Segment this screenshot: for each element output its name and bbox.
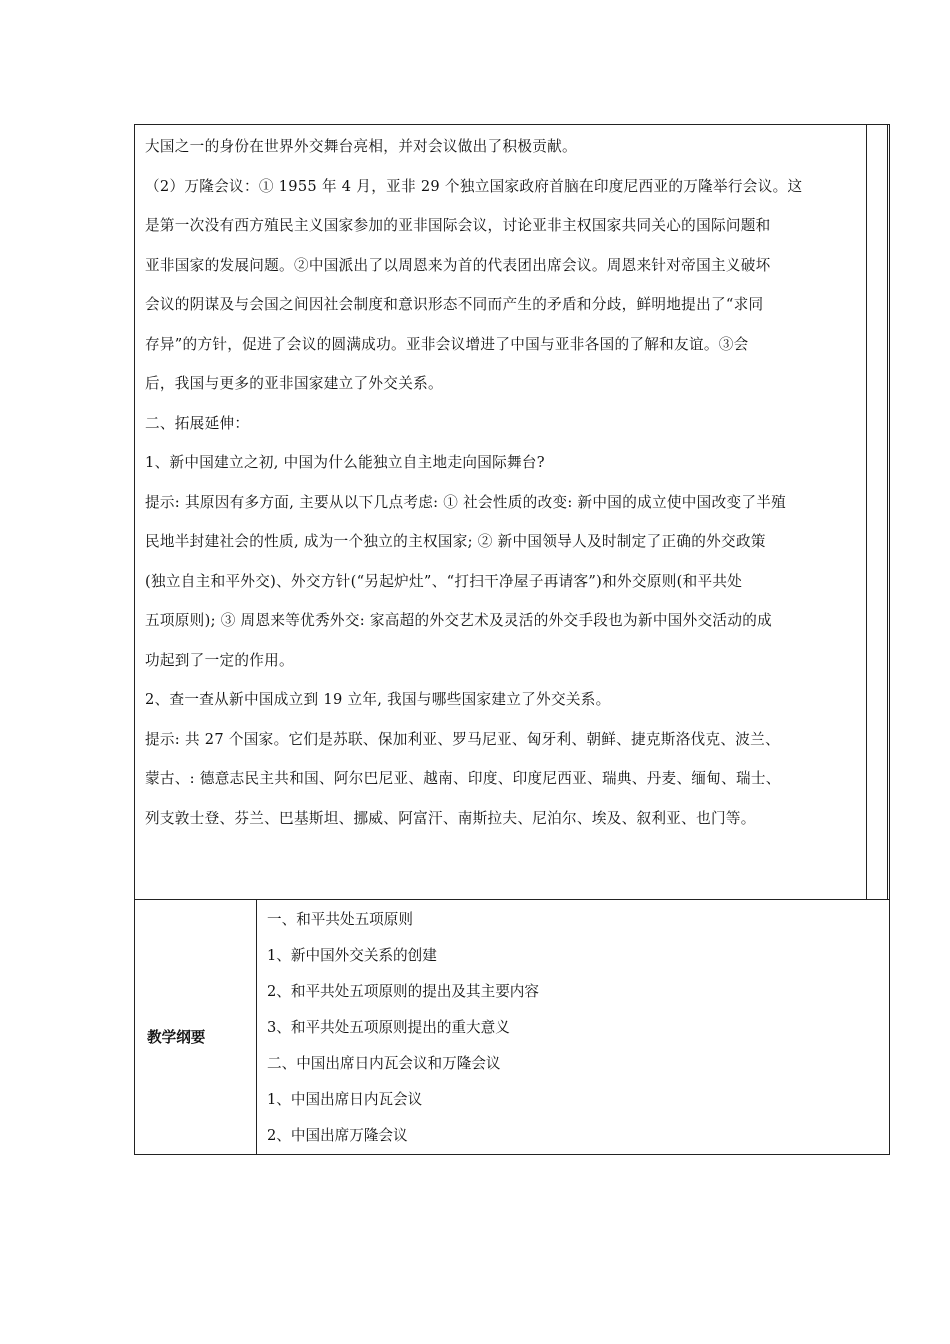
paragraph-line: 大国之一的身份在世界外交舞台亮相，并对会议做出了积极贡献。 <box>145 138 577 155</box>
side-column <box>867 125 889 899</box>
paragraph-line: 五项原则); ③ 周恩来等优秀外交: 家高超的外交艺术及灵活的外交手段也为新中国外交活动的成 <box>145 612 772 629</box>
paragraph-line: （2）万隆会议：① 1955 年 4 月，亚非 29 个独立国家政府首脑在印度尼西亚的万隆举行会议。这 <box>145 177 803 195</box>
outline-item: 2、中国出席万隆会议 <box>267 1127 408 1144</box>
paragraph-line: 列支敦士登、芬兰、巴基斯坦、挪威、阿富汗、南斯拉夫、尼泊尔、埃及、叙利亚、也门等。 <box>145 809 756 827</box>
paragraph-line: 是第一次没有西方殖民主义国家参加的亚非国际会议，讨论亚非主权国家共同关心的国际问题和 <box>145 217 771 234</box>
outline-label-cell <box>135 900 257 1154</box>
paragraph-line: 功起到了一定的作用。 <box>145 651 294 669</box>
outline-item: 1、中国出席日内瓦会议 <box>267 1091 423 1108</box>
paragraph-line: 亚非国家的发展问题。②中国派出了以周恩来为首的代表团出席会议。周恩来针对帝国主义破坏 <box>145 256 771 274</box>
content-cell <box>135 125 867 899</box>
outline-table <box>134 899 890 1155</box>
column-divider <box>887 125 888 899</box>
paragraph-line: 后，我国与更多的亚非国家建立了外交关系。 <box>145 375 443 392</box>
paragraph-line: 提示: 其原因有多方面, 主要从以下几点考虑: ① 社会性质的改变: 新中国的成立使中国改变了半殖 <box>145 493 787 511</box>
paragraph-line: 会议的阴谋及与会国之间因社会制度和意识形态不同而产生的矛盾和分歧，鲜明地提出了“求同 <box>145 296 764 313</box>
content-table <box>134 124 890 900</box>
paragraph-line: 民地半封建社会的性质, 成为一个独立的主权国家; ② 新中国领导人及时制定了正确的外交政策 <box>145 533 766 550</box>
outline-list <box>267 902 877 1154</box>
section-heading: 二、拓展延伸： <box>145 414 250 432</box>
paragraph-line: (独立自主和平外交)、外交方针(“另起炉灶”、“打扫干净屋子再请客”)和外交原则(和平共处 <box>145 572 743 590</box>
outline-item: 2、和平共处五项原则的提出及其主要内容 <box>267 983 539 1000</box>
paragraph-line: 提示: 共 27 个国家。它们是苏联、保加利亚、罗马尼亚、匈牙利、朝鲜、捷克斯洛伐克、波兰、 <box>145 730 780 748</box>
question-line: 2、查一查从新中国成立到 19 立年, 我国与哪些国家建立了外交关系。 <box>145 691 611 708</box>
outline-item: 3、和平共处五项原则提出的重大意义 <box>267 1019 510 1036</box>
question-line: 1、新中国建立之初, 中国为什么能独立自主地走向国际舞台? <box>145 454 545 471</box>
outline-label: 教学纲要 <box>147 1029 206 1046</box>
paragraph-line: 存异”的方针，促进了会议的圆满成功。亚非会议增进了中国与亚非各国的了解和友谊。③会 <box>145 335 749 353</box>
outline-item: 一、和平共处五项原则 <box>267 911 413 928</box>
outline-item: 1、新中国外交关系的创建 <box>267 947 437 964</box>
paragraph-line: 蒙古、: 德意志民主共和国、阿尔巴尼亚、越南、印度、印度尼西亚、瑞典、丹麦、缅甸、瑞士、 <box>145 770 781 787</box>
outline-item: 二、中国出席日内瓦会议和万隆会议 <box>267 1055 501 1072</box>
content-text <box>145 127 857 838</box>
